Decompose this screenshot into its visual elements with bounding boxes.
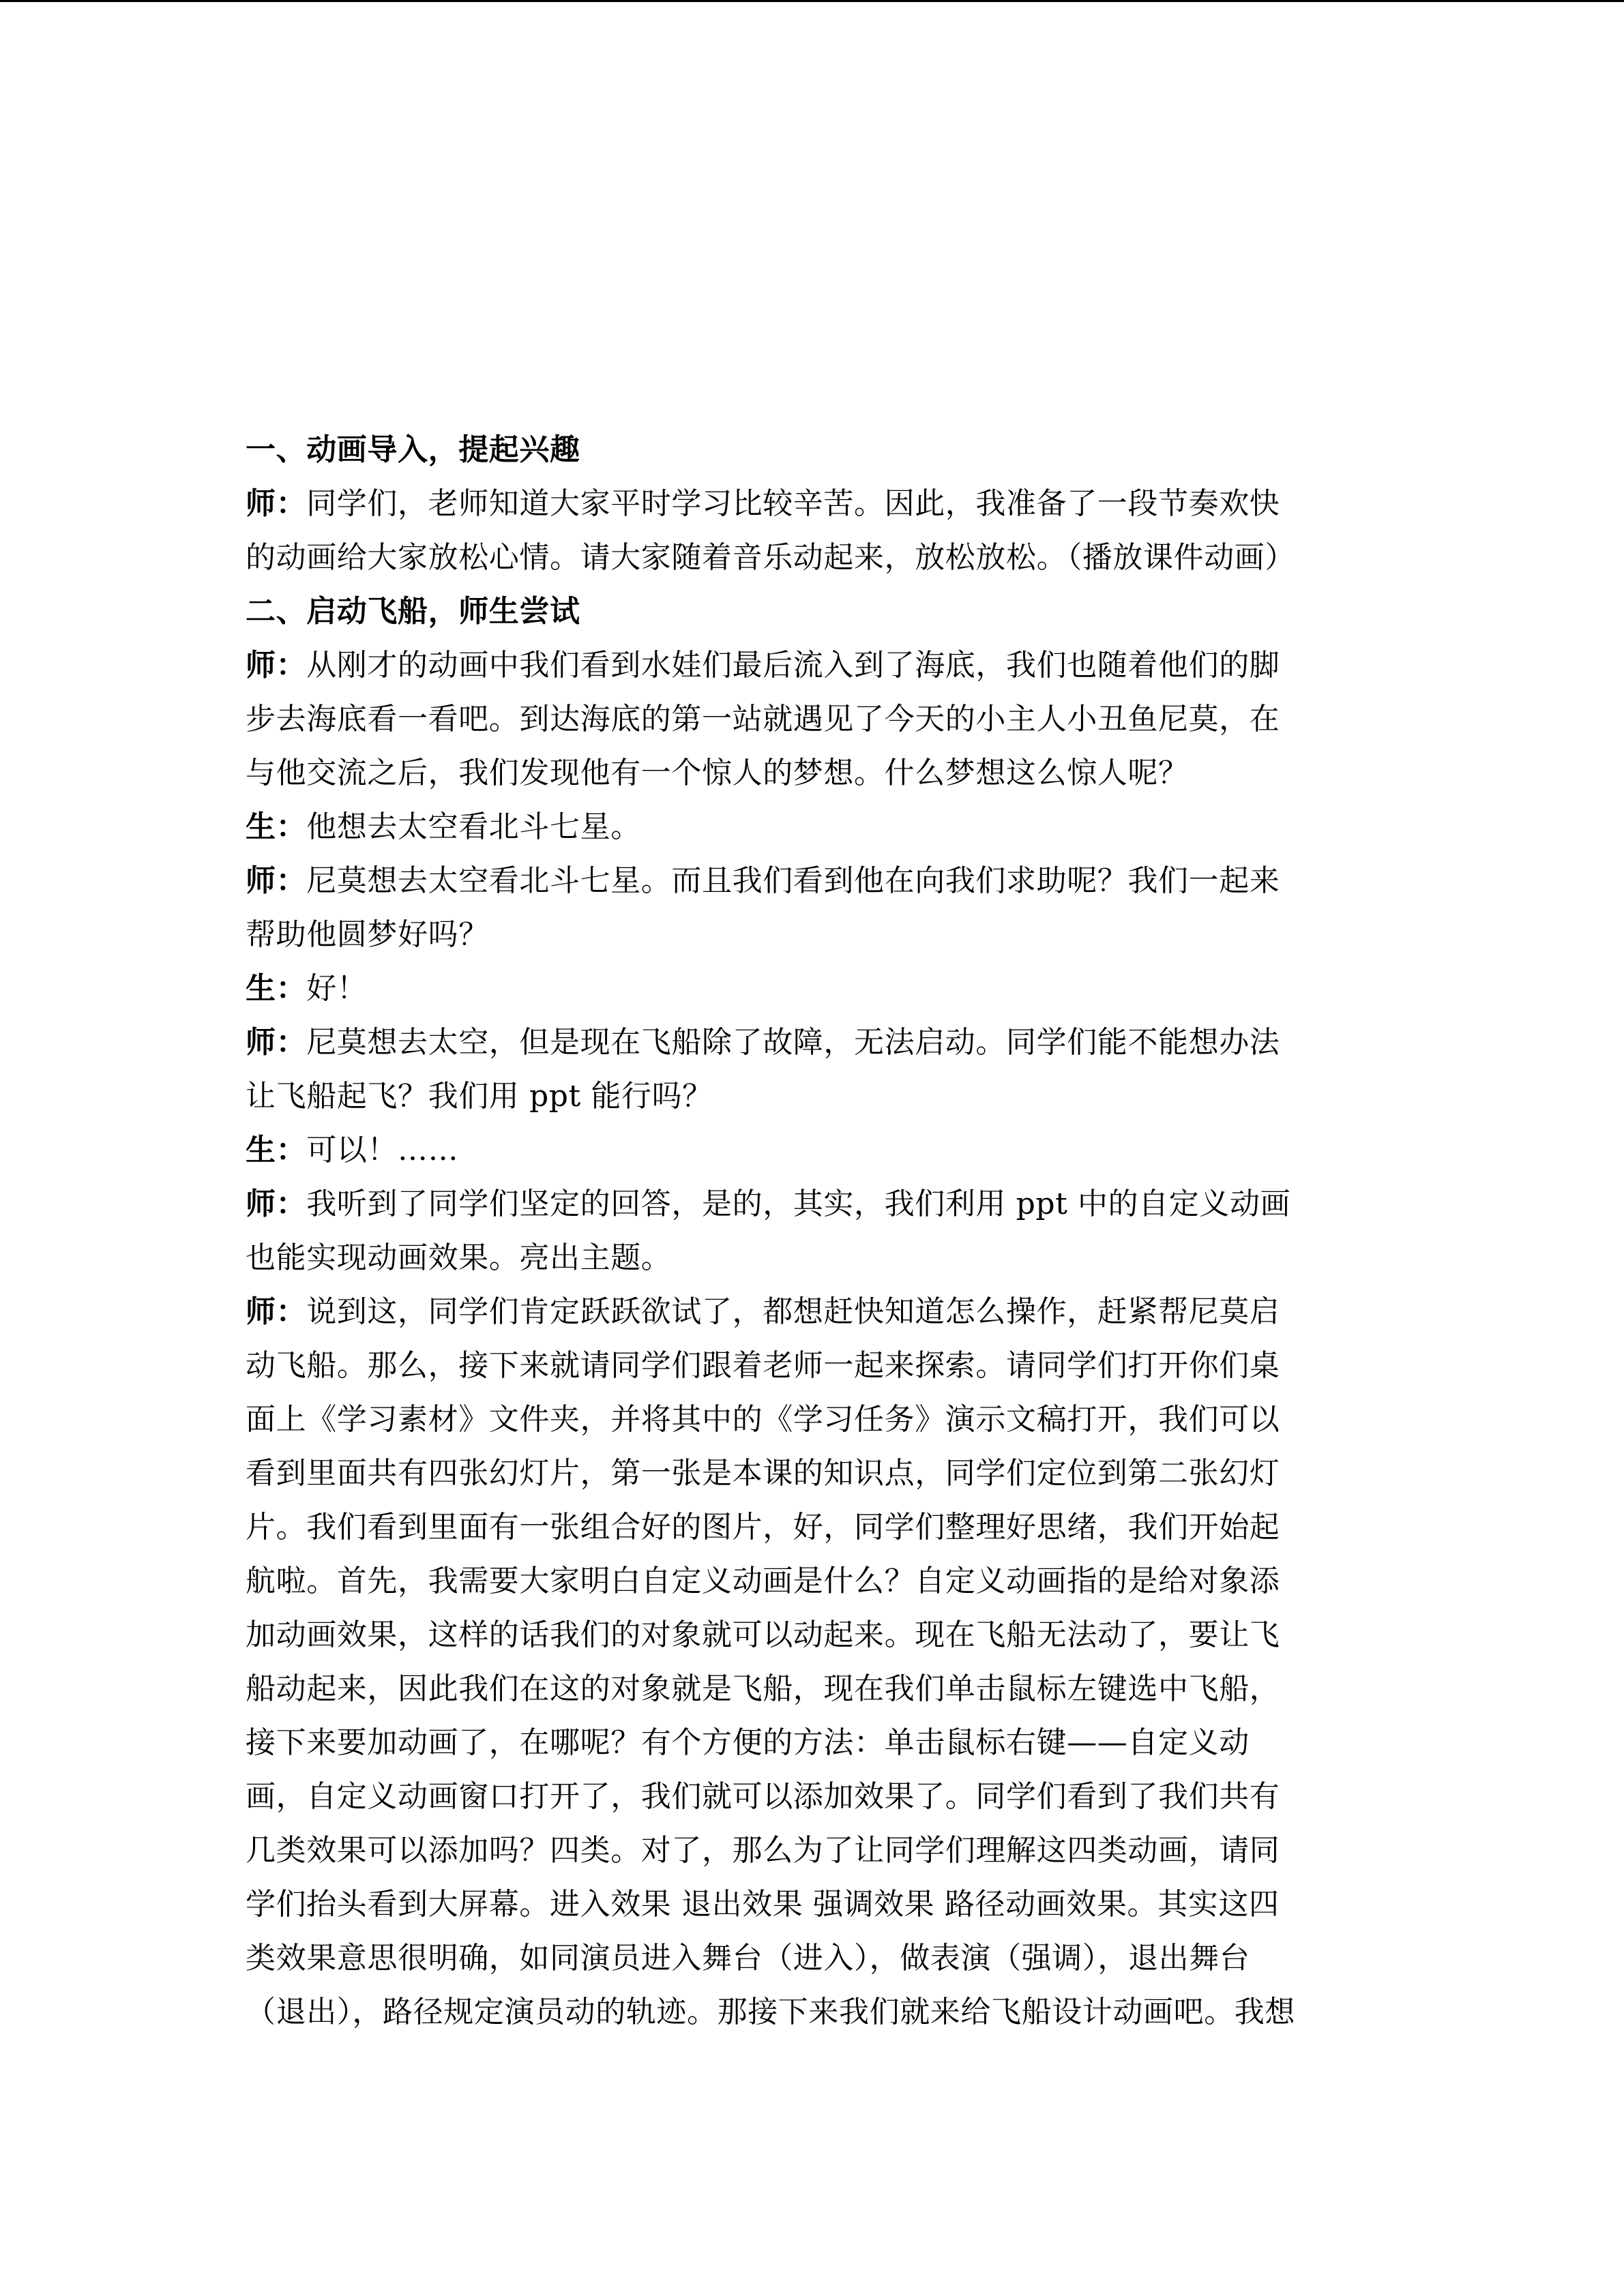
- paragraph-9-line-12: 学们抬头看到大屏幕。进入效果 退出效果 强调效果 路径动画效果。其实这四: [246, 1887, 1280, 1922]
- speaker-label: 师：: [246, 863, 307, 898]
- paragraph-4-line-1: [246, 854, 1378, 908]
- paragraph-1-line-2: 的动画给大家放松心情。请大家随着音乐动起来，放松放松。（播放课件动画）: [246, 540, 1295, 575]
- speaker-label: 师：: [246, 648, 307, 683]
- paragraph-8-line-1: [246, 1177, 1378, 1231]
- paragraph-text: 可以！……: [306, 1133, 459, 1167]
- speaker-label: 师：: [246, 486, 307, 521]
- paragraph-2-line-3: 与他交流之后，我们发现他有一个惊人的梦想。什么梦想这么惊人呢？: [246, 756, 1189, 790]
- paragraph-1-line-1: [246, 477, 1378, 531]
- paragraph-9-line-7: 加动画效果，这样的话我们的对象就可以动起来。现在飞船无法动了，要让飞: [246, 1617, 1280, 1652]
- paragraph-3-line-1: [246, 800, 1378, 854]
- paragraph-text: 尼莫想去太空，但是现在飞船除了故障，无法启动。同学们能不能想办法: [306, 1025, 1280, 1060]
- paragraph-text: 尼莫想去太空看北斗七星。而且我们看到他在向我们求助呢？我们一起来: [306, 863, 1280, 898]
- paragraph-8-line-2: 也能实现动画效果。亮出主题。: [246, 1240, 672, 1275]
- paragraph-9-line-2: 动飞船。那么，接下来就请同学们跟着老师一起来探索。请同学们打开你们桌: [246, 1348, 1280, 1383]
- paragraph-2-line-1: [246, 638, 1378, 692]
- paragraph-text: 他想去太空看北斗七星。: [306, 809, 641, 844]
- paragraph-9-line-14: （退出），路径规定演员动的轨迹。那接下来我们就来给飞船设计动画吧。我想: [246, 1995, 1295, 2029]
- paragraph-9-line-11: 几类效果可以添加吗？四类。对了，那么为了让同学们理解这四类动画，请同: [246, 1833, 1280, 1868]
- paragraph-text: 从刚才的动画中我们看到水娃们最后流入到了海底，我们也随着他们的脚: [306, 648, 1280, 683]
- section-heading-2: 二、启动飞船，师生尝试: [246, 594, 580, 629]
- paragraph-9-line-5: 片。我们看到里面有一张组合好的图片，好，同学们整理好思绪，我们开始起: [246, 1510, 1280, 1545]
- paragraph-7-line-1: [246, 1123, 1378, 1177]
- paragraph-4-line-2: 帮助他圆梦好吗？: [246, 917, 489, 952]
- paragraph-2-line-2: 步去海底看一看吧。到达海底的第一站就遇见了今天的小主人小丑鱼尼莫，在: [246, 702, 1280, 736]
- paragraph-9-line-1: [246, 1285, 1378, 1339]
- document-body: [246, 423, 1378, 2039]
- paragraph-9-line-4: 看到里面共有四张幻灯片，第一张是本课的知识点，同学们定位到第二张幻灯: [246, 1456, 1280, 1491]
- paragraph-text: 同学们，老师知道大家平时学习比较辛苦。因此，我准备了一段节奏欢快: [306, 486, 1280, 521]
- section-heading-1: 一、动画导入，提起兴趣: [246, 432, 580, 467]
- paragraph-9-line-10: 画，自定义动画窗口打开了，我们就可以添加效果了。同学们看到了我们共有: [246, 1779, 1280, 1814]
- speaker-label: 师：: [246, 1025, 307, 1060]
- speaker-label: 师：: [246, 1187, 307, 1221]
- paragraph-6-line-1: [246, 1015, 1378, 1069]
- paragraph-6-line-2: 让飞船起飞？我们用 ppt 能行吗？: [246, 1079, 713, 1114]
- paragraph-9-line-9: 接下来要加动画了，在哪呢？有个方便的方法：单击鼠标右键——自定义动: [246, 1725, 1250, 1760]
- paragraph-9-line-8: 船动起来，因此我们在这的对象就是飞船，现在我们单击鼠标左键选中飞船，: [246, 1671, 1280, 1706]
- speaker-label: 生：: [246, 809, 307, 844]
- paragraph-text: 我听到了同学们坚定的回答，是的，其实，我们利用 ppt 中的自定义动画: [306, 1187, 1291, 1221]
- speaker-label: 师：: [246, 1294, 307, 1329]
- paragraph-9-line-13: 类效果意思很明确，如同演员进入舞台（进入），做表演（强调），退出舞台: [246, 1941, 1250, 1976]
- speaker-label: 生：: [246, 1133, 307, 1167]
- paragraph-5-line-1: [246, 961, 1378, 1015]
- speaker-label: 生：: [246, 971, 307, 1006]
- paragraph-text: 说到这，同学们肯定跃跃欲试了，都想赶快知道怎么操作，赶紧帮尼莫启: [306, 1294, 1280, 1329]
- page-top-border: [0, 0, 1624, 2]
- paragraph-text: 好！: [306, 971, 368, 1006]
- paragraph-9-line-3: 面上《学习素材》文件夹，并将其中的《学习任务》演示文稿打开，我们可以: [246, 1402, 1280, 1437]
- paragraph-9-line-6: 航啦。首先，我需要大家明白自定义动画是什么？自定义动画指的是给对象添: [246, 1564, 1280, 1598]
